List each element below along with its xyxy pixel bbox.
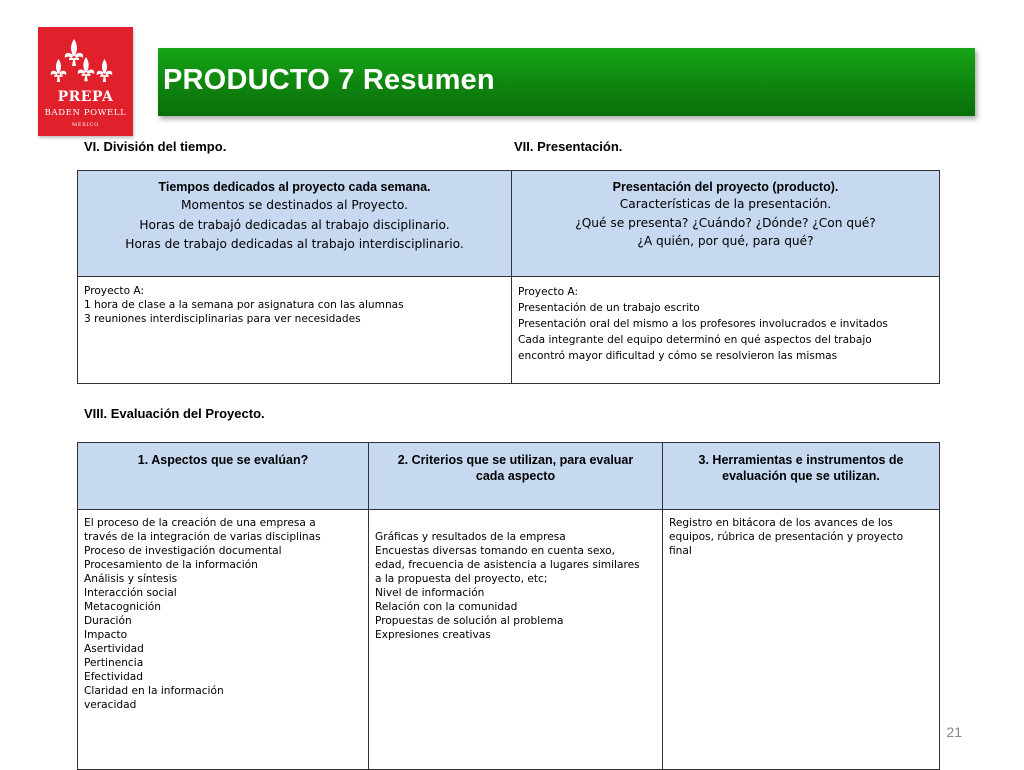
- tools-header: evaluación que se utilizan.: [722, 469, 880, 483]
- list-item: El proceso de la creación de una empresa a: [84, 517, 316, 529]
- tools-body-cell: [663, 510, 940, 770]
- criteria-header: cada aspecto: [475, 469, 556, 483]
- list-item: Nivel de información: [375, 587, 485, 599]
- fleur-de-lis-icon: [50, 35, 122, 87]
- aspects-header: 1. Aspectos que se evalúan?: [137, 453, 309, 467]
- list-item: encontró mayor dificultad y cómo se resolvieron las mismas: [518, 350, 838, 362]
- list-item: Impacto: [84, 629, 128, 641]
- presentation-header-title: Presentación del proyecto (producto).: [612, 180, 839, 194]
- time-header-title: Tiempos dedicados al proyecto cada semana.: [158, 180, 431, 194]
- tools-header: 3. Herramientas e instrumentos de: [698, 453, 904, 467]
- presentation-body-cell: [512, 277, 940, 384]
- section-6-heading: VI. División del tiempo.: [84, 139, 227, 154]
- list-item: Asertividad: [84, 643, 144, 655]
- list-item: Duración: [84, 615, 132, 627]
- list-item: Relación con la comunidad: [375, 601, 518, 613]
- list-item: Propuestas de solución al problema: [375, 615, 564, 627]
- list-item: 3 reuniones interdisciplinarias para ver necesidades: [84, 313, 361, 325]
- presentation-header-cell: [512, 171, 940, 277]
- criteria-header-cell: [369, 443, 663, 510]
- page-title: PRODUCTO 7 Resumen: [163, 64, 495, 96]
- title-bar: [158, 48, 975, 116]
- list-item: Efectividad: [84, 671, 144, 683]
- criteria-body-cell: [369, 510, 663, 770]
- list-item: a la propuesta del proyecto, etc;: [375, 573, 548, 585]
- list-item: través de la integración de varias disciplinas: [84, 531, 321, 543]
- list-item: Presentación oral del mismo a los profesores involucrados e invitados: [518, 318, 888, 330]
- section-8-heading: VIII. Evaluación del Proyecto.: [84, 406, 265, 421]
- list-item: 1 hora de clase a la semana por asignatura con las alumnas: [84, 299, 404, 311]
- list-item: Expresiones creativas: [375, 629, 491, 641]
- presentation-header-sub: ¿A quién, por qué, para qué?: [637, 234, 814, 248]
- time-body-cell: [78, 277, 512, 384]
- list-item: edad, frecuencia de asistencia a lugares similares: [375, 559, 640, 571]
- school-logo: [38, 27, 133, 136]
- list-item: Encuestas diversas tomando en cuenta sexo,: [375, 545, 615, 557]
- list-item: Proceso de investigación documental: [84, 545, 282, 557]
- list-item: Proyecto A:: [518, 286, 579, 298]
- criteria-list: [375, 530, 656, 642]
- list-item: Claridad en la información: [84, 685, 224, 697]
- list-item: Presentación de un trabajo escrito: [518, 302, 700, 314]
- time-header-cell: [78, 171, 512, 277]
- list-item: final: [669, 545, 692, 557]
- list-item: Interacción social: [84, 587, 177, 599]
- page-number: 21: [946, 724, 962, 740]
- logo-line2: BADEN POWELL: [44, 108, 127, 118]
- logo-line3: MÉXICO: [71, 122, 100, 128]
- criteria-header: 2. Criterios que se utilizan, para evaluar: [397, 453, 634, 467]
- list-item: Metacognición: [84, 601, 161, 613]
- tools-header-cell: [663, 443, 940, 510]
- time-presentation-table: [77, 170, 940, 384]
- list-item: Gráficas y resultados de la empresa: [375, 531, 566, 543]
- time-header-sub: Horas de trabajó dedicadas al trabajo disciplinario.: [139, 217, 450, 232]
- presentation-header-sub: ¿Qué se presenta? ¿Cuándo? ¿Dónde? ¿Con qué?: [575, 215, 876, 230]
- list-item: Pertinencia: [84, 657, 144, 669]
- aspects-body-cell: [78, 510, 369, 770]
- presentation-header-sub: Características de la presentación.: [619, 197, 832, 211]
- list-item: Registro en bitácora de los avances de los: [669, 517, 893, 529]
- evaluation-table: [77, 442, 940, 770]
- time-header-sub: Horas de trabajo dedicadas al trabajo interdisciplinario.: [125, 237, 464, 251]
- list-item: Procesamiento de la información: [84, 559, 258, 571]
- list-item: Análisis y síntesis: [84, 573, 178, 585]
- section-7-heading: VII. Presentación.: [514, 139, 623, 154]
- time-header-sub: Momentos se destinados al Proyecto.: [181, 198, 408, 212]
- aspects-list: [84, 516, 362, 712]
- list-item: equipos, rúbrica de presentación y proyecto: [669, 531, 904, 543]
- tools-list: [669, 516, 933, 558]
- logo-name: PREPA: [57, 89, 114, 105]
- list-item: Proyecto A:: [84, 285, 145, 297]
- list-item: veracidad: [84, 699, 137, 711]
- aspects-header-cell: [78, 443, 369, 510]
- list-item: Cada integrante del equipo determinó en qué aspectos del trabajo: [518, 334, 872, 346]
